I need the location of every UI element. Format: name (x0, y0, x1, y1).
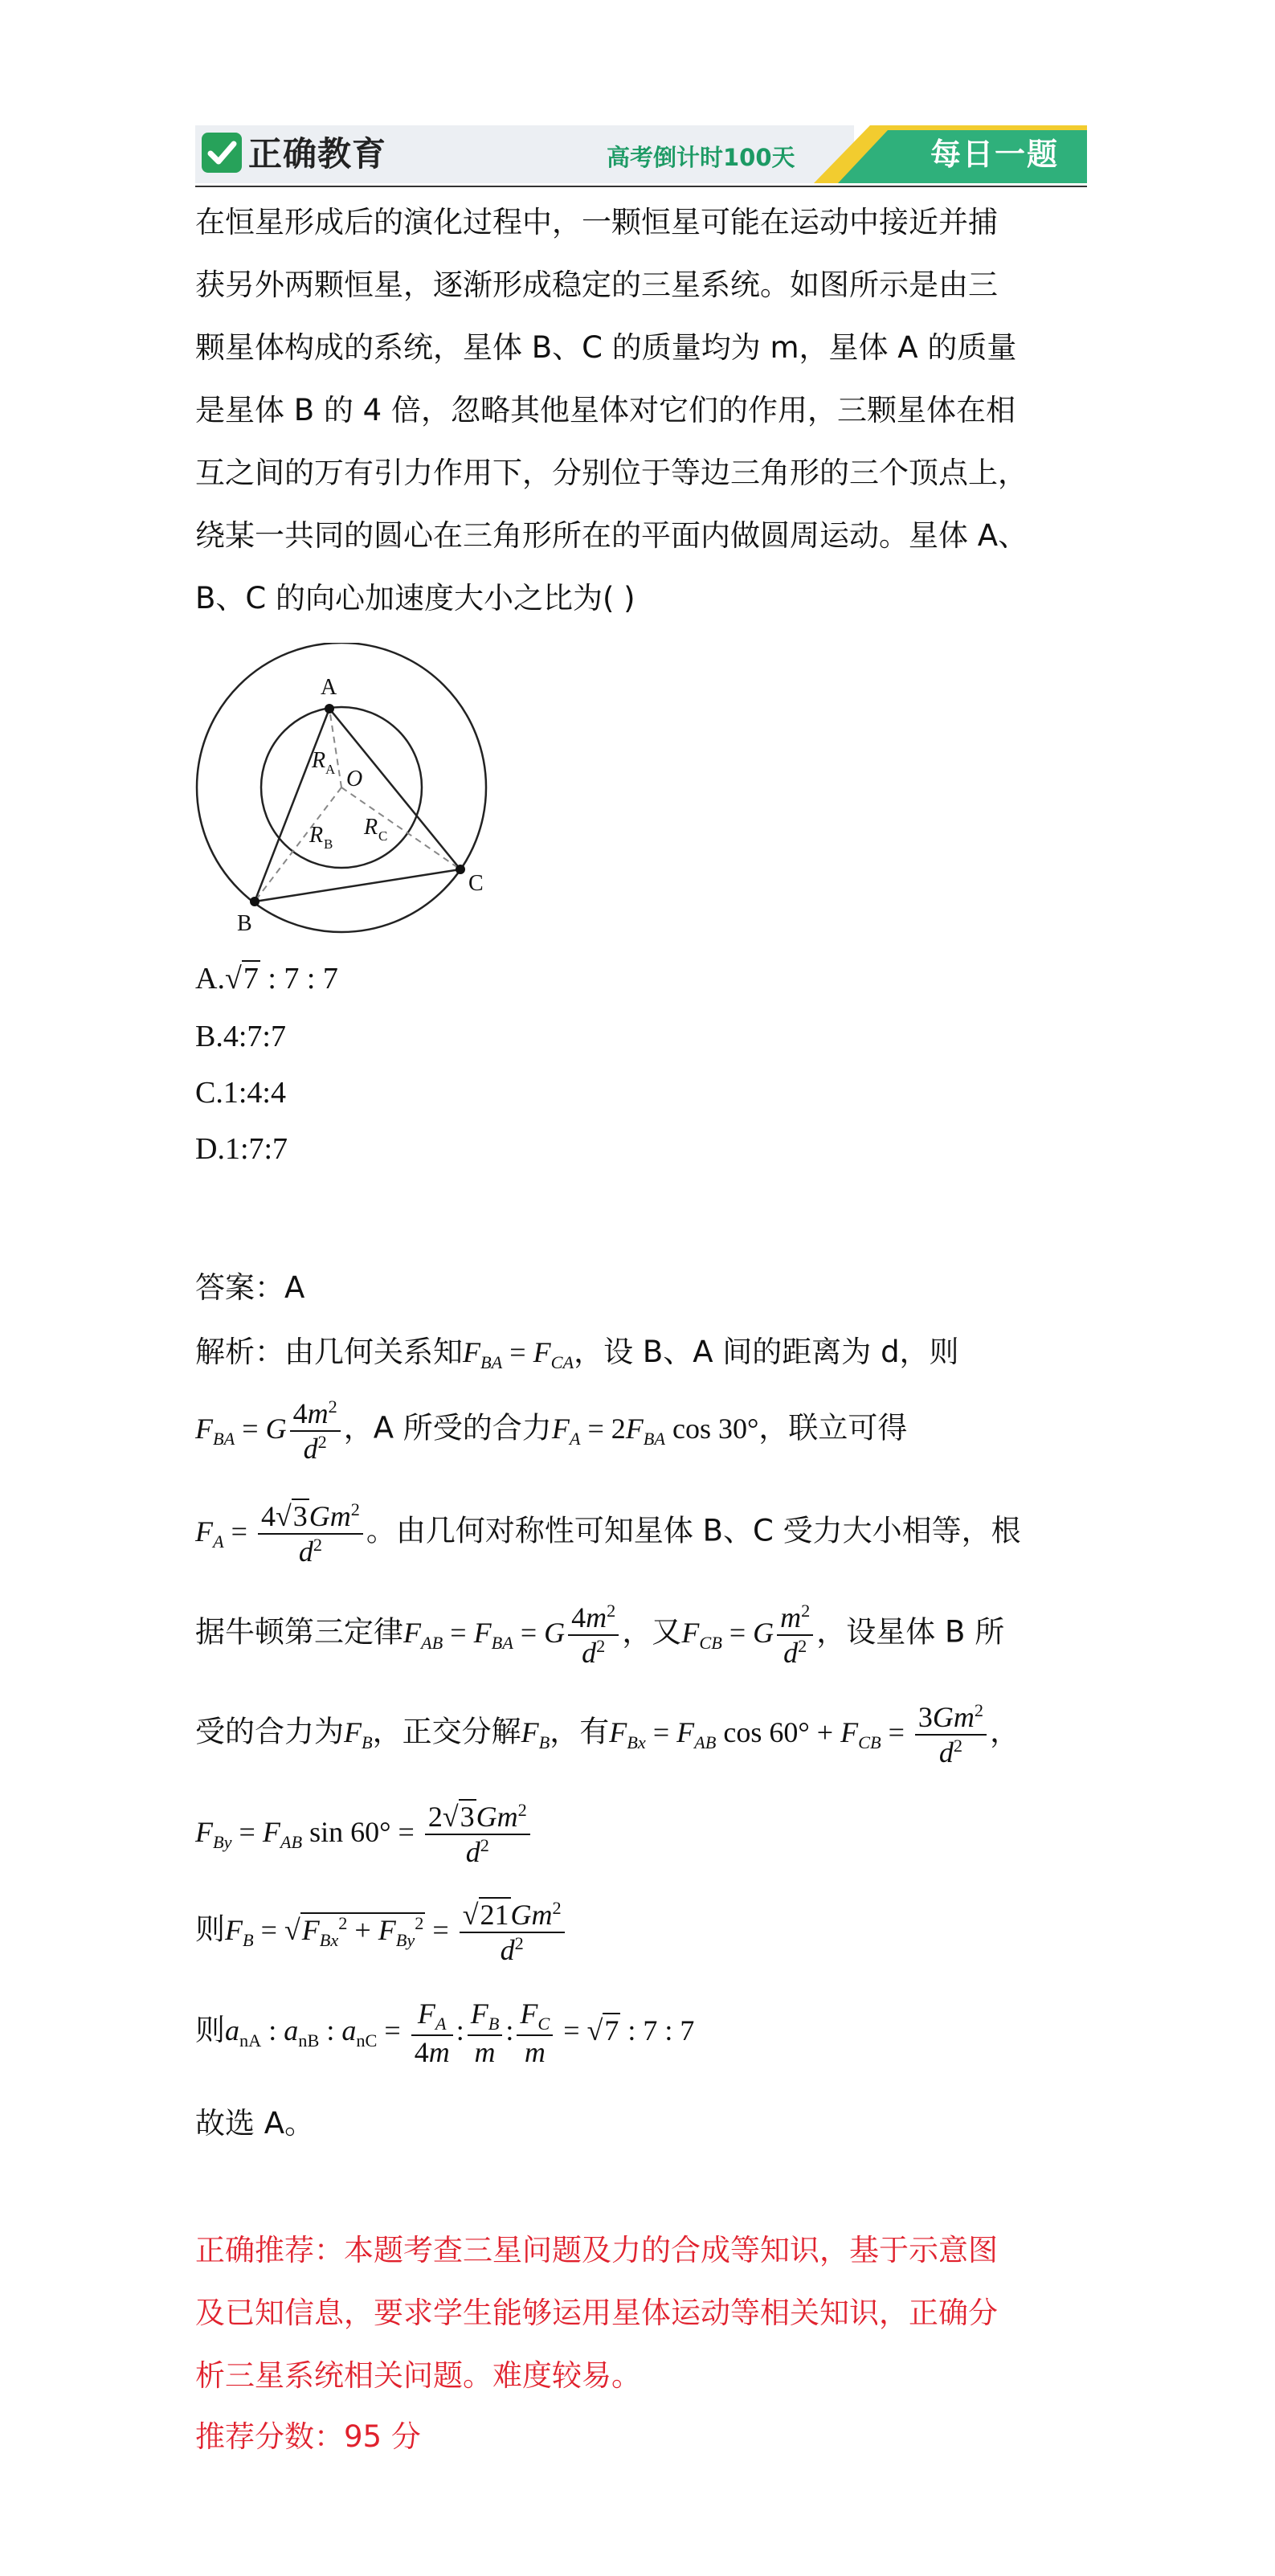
three-star-diagram (189, 643, 502, 948)
recommend-text (195, 2219, 1087, 2407)
option-b: B.4:7:7 (195, 1020, 286, 1053)
question-text (195, 191, 1087, 630)
question-line: 颗星体构成的系统，星体 B、C 的质量均为 m，星体 A 的质量 (195, 330, 1017, 365)
label-b: B (237, 911, 252, 936)
analysis-line-7: 则$F_B = √F_{Bx}^2 + F_{By}^2$ = $\frac{√21Gm^2}{d^2}$ (195, 1898, 568, 1968)
analysis-line-3: $F_A$ = $\frac{4√3Gm^2}{d^2}$ 。由几何对称性可知星体 B、C 受力大小相等，根 (195, 1499, 1021, 1568)
label-a: A (321, 675, 337, 700)
header-divider (195, 186, 1087, 187)
option-d: D.1:7:7 (195, 1132, 288, 1166)
label-ra: R (312, 748, 326, 773)
question-line: 是星体 B 的 4 倍，忽略其他星体对它们的作用，三颗星体在相 (195, 393, 1016, 427)
question-line: 互之间的万有引力作用下，分别位于等边三角形的三个顶点上， (195, 456, 1028, 490)
header-banner (195, 125, 1087, 183)
analysis-line-2: $F_{BA} = G$ $\frac{4m^2}{d^2}$ ，A 所受的合力$F_A = 2F_{BA}$ cos 30°，联立可得 (195, 1396, 908, 1466)
label-rb: R (309, 823, 324, 848)
recommend-line: 正确推荐：本题考查三星问题及力的合成等知识，基于示意图 (195, 2233, 998, 2267)
option-c: C.1:4:4 (195, 1076, 286, 1110)
analysis-line-5: 受的合力为$F_B$，正交分解$F_B$，有$F_{Bx} = F_{AB}$ $\cos 60^\circ + F_{CB}$ = $\frac{3Gm^2}{d^2}$ ， (195, 1700, 1020, 1769)
analysis-line-8: 则$a_{nA}$ : $a_{nB}$ : $a_{nC}$ = $\frac{F_A}{4m}$ : $\frac{F_B}{m}$ : $\frac{F_C}{m}$ = √7 : 7 : 7 (195, 1997, 695, 2068)
daily-label: 每日一题 (930, 137, 1059, 172)
analysis-line-4: 据牛顿第三定律$F_{AB} = F_{BA} = G$ $\frac{4m^2}{d^2}$ ，又$F_{CB} = G$ $\frac{m^2}{d^2}$ ，设星体 B 所 (195, 1601, 1005, 1670)
question-line: B、C 的向心加速度大小之比为( ) (195, 581, 635, 615)
option-a: A.√7 : 7 : 7 (195, 962, 338, 996)
recommend-score: 推荐分数：95 分 (195, 2419, 421, 2454)
question-line: 获另外两颗恒星，逐渐形成稳定的三星系统。如图所示是由三 (195, 268, 998, 302)
star-a (325, 704, 334, 714)
star-c (456, 865, 465, 874)
triangle (255, 709, 460, 902)
countdown-text: 高考倒计时100天 (607, 144, 795, 171)
label-rb-sub: B (324, 836, 333, 852)
brand-name: 正确教育 (248, 134, 387, 174)
radius-c (341, 787, 460, 869)
answer-label: 答案：A (195, 1270, 305, 1305)
label-ra-sub: A (325, 762, 336, 777)
question-line: 在恒星形成后的演化过程中，一颗恒星可能在运动中接近并捕 (195, 205, 998, 239)
analysis-line-1: 解析：由几何关系知$F_{BA} = F_{CA}$，设 B、A 间的距离为 d，则 (195, 1335, 959, 1373)
analysis-conclusion: 故选 A。 (195, 2106, 315, 2141)
label-rc-sub: C (378, 828, 388, 844)
label-c: C (468, 871, 484, 896)
label-o: O (346, 767, 363, 791)
label-rc: R (364, 815, 378, 840)
star-b (250, 897, 259, 906)
recommend-line: 及已知信息，要求学生能够运用星体运动等相关知识，正确分 (195, 2296, 998, 2330)
question-line: 绕某一共同的圆心在三角形所在的平面内做圆周运动。星体 A、 (195, 518, 1028, 553)
recommend-line: 析三星系统相关问题。难度较易。 (195, 2358, 641, 2393)
analysis-line-6: $F_{By} = F_{AB}$ sin 60° = $\frac{2√3Gm^2}{d^2}$ (195, 1800, 533, 1870)
